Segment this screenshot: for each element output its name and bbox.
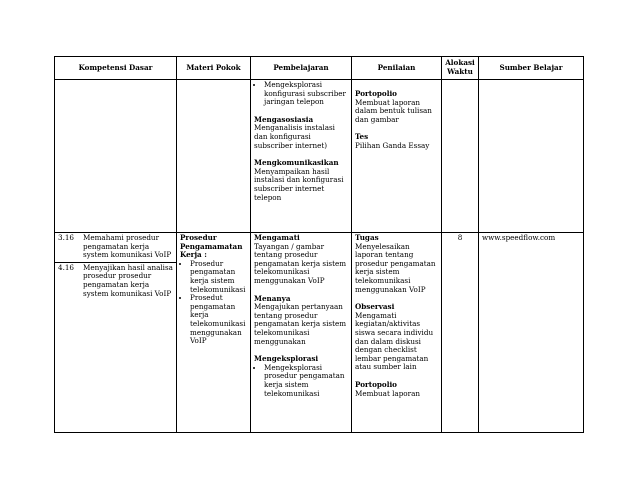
header-pembelajaran: Pembelajaran xyxy=(251,57,352,80)
syllabus-table xyxy=(54,56,584,433)
section-text: Tayangan / gambar tentang prosedur pengamatan kerja sistem telekomunikasi menggunakan VoIP xyxy=(254,241,347,285)
kompetensi-text: Menyajikan hasil analisa prosedur prosedur pengamatan kerja system komunikasi VoIP xyxy=(83,262,173,298)
section-text: Mengamati kegiatan/aktivitas siswa secara individu dan dalam diskusi dengan checklist lembar pengamatan atau sumber lain xyxy=(355,310,434,372)
cell-kompetensi-empty xyxy=(55,80,177,233)
cell-pembelajaran xyxy=(251,233,352,433)
header-penilaian: Penilaian xyxy=(352,57,442,80)
section-text: Membuat laporan xyxy=(355,388,420,398)
section-text: Menyampaikan hasil instalasi dan konfigurasi subscriber internet telepon xyxy=(254,166,344,202)
cell-penilaian xyxy=(352,233,442,433)
bullet-list xyxy=(254,364,348,398)
bullet-list xyxy=(180,260,247,346)
table-row xyxy=(55,233,584,433)
cell-materi-empty xyxy=(177,80,251,233)
list-item: • Mengeksplorasi konfigurasi subscriber jaringan telepon xyxy=(264,81,348,107)
section-text: Menyelesaikan laporan tentang prosedur pengamatan kerja sistem telekomunikasi menggunakan VoIP xyxy=(355,241,436,294)
section-text: Menganalisis instalasi dan konfigurasi subscriber internet) xyxy=(254,123,335,150)
section-text: Mengajukan pertanyaan tentang prosedur pengamatan kerja sistem telekomunikasi menggunakan xyxy=(254,302,347,346)
section-heading: Portopolio xyxy=(355,379,397,389)
section-heading: Portopolio xyxy=(355,89,397,98)
cell-kompetensi xyxy=(55,233,177,433)
header-row xyxy=(55,57,584,80)
bullet-list xyxy=(254,81,348,107)
kompetensi-number: 4.16 xyxy=(58,262,75,272)
section-heading: Tes xyxy=(355,132,369,142)
section-heading: Mengkomunikasikan xyxy=(254,158,339,168)
cell-alokasi: 8 xyxy=(442,233,479,433)
section-heading: Observasi xyxy=(355,302,395,312)
cell-sumber-empty xyxy=(479,80,584,233)
kompetensi-item xyxy=(58,234,173,260)
header-sumber: Sumber Belajar xyxy=(479,57,584,80)
section-heading: Mengamati xyxy=(254,233,300,242)
kompetensi-number: 3.16 xyxy=(58,233,75,242)
list-item: • Prosedur pengamatan kerja sistem telekomunikasi xyxy=(190,260,247,294)
section-text: Pilihan Ganda Essay xyxy=(355,140,430,150)
table-row xyxy=(55,80,584,233)
section-heading: Menanya xyxy=(254,293,291,303)
list-item: • Prosedut pengamatan kerja telekomunikasi menggunakan VoIP xyxy=(190,294,247,346)
cell-sumber: www.speedflow.com xyxy=(479,233,584,433)
cell-alokasi-empty xyxy=(442,80,479,233)
section-text: Membuat laporan dalam bentuk tulisan dan gambar xyxy=(355,97,432,124)
kompetensi-text: Memahami prosedur pengamatan kerja system komunikasi VoIP xyxy=(83,233,172,260)
section-heading: Mengasosiasia xyxy=(254,114,314,124)
section-heading: Mengeksplorasi xyxy=(254,354,319,364)
cell-penilaian xyxy=(352,80,442,233)
kompetensi-item xyxy=(55,262,176,298)
cell-materi xyxy=(177,233,251,433)
header-alokasi: Alokasi Waktu xyxy=(442,57,479,80)
header-kompetensi: Kompetensi Dasar xyxy=(55,57,177,80)
cell-pembelajaran xyxy=(251,80,352,233)
section-heading: Tugas xyxy=(355,233,379,242)
list-item: • Mengeksplorasi prosedur pengamatan kerja sistem telekomunikasi xyxy=(264,364,348,398)
header-materi: Materi Pokok xyxy=(177,57,251,80)
materi-title: Prosedur Pengamamatan Kerja : xyxy=(180,233,243,260)
